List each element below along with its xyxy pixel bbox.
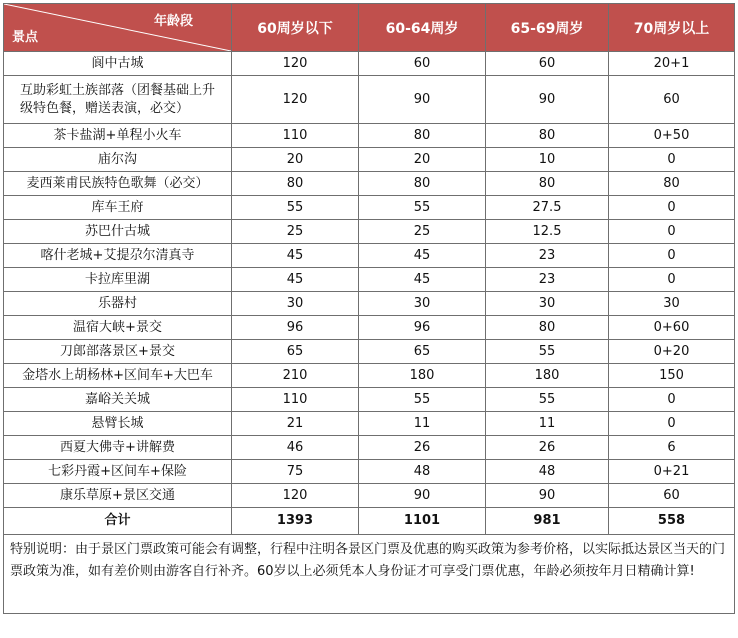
price-cell: 23 bbox=[486, 268, 609, 292]
price-cell: 0 bbox=[609, 412, 735, 436]
scenic-name: 互助彩虹土族部落（团餐基础上升级特色餐，赠送表演，必交） bbox=[4, 76, 232, 124]
total-label: 合计 bbox=[4, 508, 232, 535]
price-cell: 0 bbox=[609, 244, 735, 268]
scenic-name: 刀郎部落景区+景交 bbox=[4, 340, 232, 364]
price-cell: 45 bbox=[232, 244, 359, 268]
price-cell: 30 bbox=[359, 292, 486, 316]
price-cell: 0+50 bbox=[609, 124, 735, 148]
price-cell: 90 bbox=[359, 484, 486, 508]
price-cell: 46 bbox=[232, 436, 359, 460]
price-cell: 26 bbox=[359, 436, 486, 460]
price-cell: 30 bbox=[486, 292, 609, 316]
table-row bbox=[4, 460, 735, 484]
corner-label-age: 年龄段 bbox=[153, 14, 193, 29]
price-cell: 6 bbox=[609, 436, 735, 460]
price-cell: 48 bbox=[486, 460, 609, 484]
table-row bbox=[4, 124, 735, 148]
table-row bbox=[4, 388, 735, 412]
price-cell: 65 bbox=[232, 340, 359, 364]
price-cell: 80 bbox=[359, 124, 486, 148]
price-cell: 0 bbox=[609, 148, 735, 172]
price-cell: 65 bbox=[359, 340, 486, 364]
price-cell: 45 bbox=[359, 268, 486, 292]
price-cell: 80 bbox=[609, 172, 735, 196]
price-cell: 55 bbox=[486, 388, 609, 412]
price-cell: 90 bbox=[486, 484, 609, 508]
price-cell: 45 bbox=[232, 268, 359, 292]
price-cell: 0+21 bbox=[609, 460, 735, 484]
price-cell: 110 bbox=[232, 388, 359, 412]
total-cell: 558 bbox=[609, 508, 735, 535]
table-row bbox=[4, 244, 735, 268]
price-cell: 12.5 bbox=[486, 220, 609, 244]
total-row bbox=[4, 508, 735, 535]
price-cell: 55 bbox=[486, 340, 609, 364]
table-row bbox=[4, 52, 735, 76]
price-cell: 210 bbox=[232, 364, 359, 388]
price-cell: 21 bbox=[232, 412, 359, 436]
price-cell: 80 bbox=[232, 172, 359, 196]
total-cell: 981 bbox=[486, 508, 609, 535]
ticket-price-table bbox=[3, 3, 735, 614]
price-cell: 60 bbox=[609, 76, 735, 124]
scenic-name: 苏巴什古城 bbox=[4, 220, 232, 244]
corner-label-scenic: 景点 bbox=[12, 30, 39, 45]
table-row bbox=[4, 484, 735, 508]
scenic-name: 麦西莱甫民族特色歌舞（必交） bbox=[4, 172, 232, 196]
price-cell: 60 bbox=[486, 52, 609, 76]
note-row bbox=[4, 535, 735, 614]
scenic-name: 嘉峪关关城 bbox=[4, 388, 232, 412]
price-cell: 11 bbox=[486, 412, 609, 436]
price-cell: 150 bbox=[609, 364, 735, 388]
price-cell: 48 bbox=[359, 460, 486, 484]
scenic-name: 喀什老城+艾提尕尔清真寺 bbox=[4, 244, 232, 268]
price-cell: 180 bbox=[359, 364, 486, 388]
scenic-name: 金塔水上胡杨林+区间车+大巴车 bbox=[4, 364, 232, 388]
price-cell: 90 bbox=[359, 76, 486, 124]
scenic-name: 西夏大佛寺+讲解费 bbox=[4, 436, 232, 460]
table-row bbox=[4, 316, 735, 340]
table-row bbox=[4, 268, 735, 292]
total-cell: 1393 bbox=[232, 508, 359, 535]
header-row bbox=[4, 4, 735, 52]
table-row bbox=[4, 76, 735, 124]
price-cell: 96 bbox=[232, 316, 359, 340]
price-cell: 0 bbox=[609, 220, 735, 244]
scenic-name: 温宿大峡+景交 bbox=[4, 316, 232, 340]
total-cell: 1101 bbox=[359, 508, 486, 535]
scenic-name: 庙尔沟 bbox=[4, 148, 232, 172]
price-cell: 110 bbox=[232, 124, 359, 148]
price-cell: 0 bbox=[609, 388, 735, 412]
price-cell: 30 bbox=[609, 292, 735, 316]
scenic-name: 乐器村 bbox=[4, 292, 232, 316]
price-cell: 60 bbox=[609, 484, 735, 508]
price-cell: 80 bbox=[486, 124, 609, 148]
price-cell: 120 bbox=[232, 52, 359, 76]
price-cell: 45 bbox=[359, 244, 486, 268]
price-cell: 23 bbox=[486, 244, 609, 268]
table-row bbox=[4, 340, 735, 364]
price-cell: 25 bbox=[359, 220, 486, 244]
scenic-name: 悬臂长城 bbox=[4, 412, 232, 436]
scenic-name: 阆中古城 bbox=[4, 52, 232, 76]
price-cell: 0 bbox=[609, 268, 735, 292]
price-cell: 55 bbox=[359, 196, 486, 220]
table-row bbox=[4, 436, 735, 460]
scenic-name: 卡拉库里湖 bbox=[4, 268, 232, 292]
column-header: 65-69周岁 bbox=[486, 4, 609, 52]
price-cell: 20+1 bbox=[609, 52, 735, 76]
price-cell: 26 bbox=[486, 436, 609, 460]
scenic-name: 茶卡盐湖+单程小火车 bbox=[4, 124, 232, 148]
column-header: 60-64周岁 bbox=[359, 4, 486, 52]
column-header: 60周岁以下 bbox=[232, 4, 359, 52]
corner-header bbox=[4, 4, 232, 52]
price-cell: 25 bbox=[232, 220, 359, 244]
price-table-container bbox=[3, 3, 734, 614]
table-row bbox=[4, 220, 735, 244]
price-cell: 80 bbox=[486, 316, 609, 340]
table-row bbox=[4, 148, 735, 172]
price-cell: 0+20 bbox=[609, 340, 735, 364]
price-cell: 55 bbox=[359, 388, 486, 412]
price-cell: 27.5 bbox=[486, 196, 609, 220]
price-cell: 10 bbox=[486, 148, 609, 172]
column-header: 70周岁以上 bbox=[609, 4, 735, 52]
price-cell: 120 bbox=[232, 484, 359, 508]
table-row bbox=[4, 412, 735, 436]
table-row bbox=[4, 196, 735, 220]
table-row bbox=[4, 292, 735, 316]
price-cell: 60 bbox=[359, 52, 486, 76]
price-cell: 0 bbox=[609, 196, 735, 220]
price-cell: 20 bbox=[232, 148, 359, 172]
scenic-name: 康乐草原+景区交通 bbox=[4, 484, 232, 508]
diagonal-divider bbox=[4, 4, 231, 51]
price-cell: 11 bbox=[359, 412, 486, 436]
price-cell: 96 bbox=[359, 316, 486, 340]
price-cell: 180 bbox=[486, 364, 609, 388]
table-row bbox=[4, 172, 735, 196]
price-cell: 55 bbox=[232, 196, 359, 220]
table-row bbox=[4, 364, 735, 388]
price-cell: 90 bbox=[486, 76, 609, 124]
price-cell: 20 bbox=[359, 148, 486, 172]
price-cell: 120 bbox=[232, 76, 359, 124]
scenic-name: 七彩丹霞+区间车+保险 bbox=[4, 460, 232, 484]
scenic-name: 库车王府 bbox=[4, 196, 232, 220]
price-cell: 30 bbox=[232, 292, 359, 316]
price-cell: 80 bbox=[486, 172, 609, 196]
price-cell: 75 bbox=[232, 460, 359, 484]
price-cell: 80 bbox=[359, 172, 486, 196]
special-note: 特别说明：由于景区门票政策可能会有调整，行程中注明各景区门票及优惠的购买政策为参考价格，以实际抵达景区当天的门票政策为准，如有差价则由游客自行补齐。60岁以上必须凭本人身份证才可享受门票优惠，年龄必须按年月日精确计算! bbox=[4, 535, 735, 614]
price-cell: 0+60 bbox=[609, 316, 735, 340]
